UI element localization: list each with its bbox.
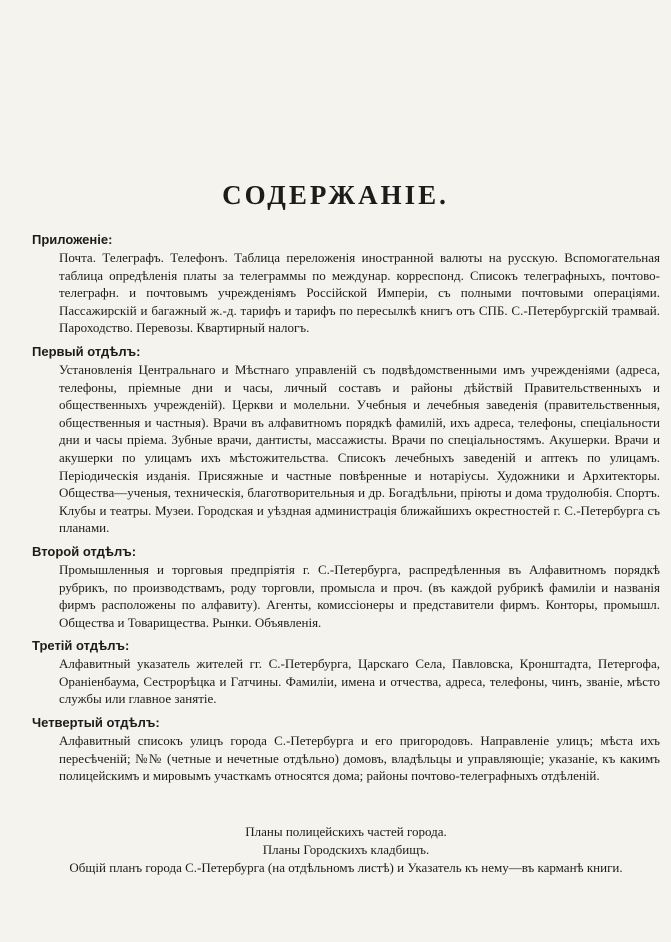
section-heading: Второй отдѣлъ: (32, 543, 137, 559)
section-body: Промышленныя и торговыя предпріятія г. С.-Петербурга, распредѣленныя въ Алфавитномъ порядкѣ рубрикъ, по производствамъ, роду торговли, промысла и проч. (въ каждой рубрикѣ фамиліи и названія фирмъ расположены по алфавиту). Агенты, комиссіонеры и представители фирмъ. Конторы, промышл. Общества и Товарищества. Рынки. Объявленія. (59, 561, 660, 630)
section-body: Почта. Телеграфъ. Телефонъ. Таблица переложенія иностранной валюты на русскую. Вспомогательная таблица опредѣленія платы за телеграммы по междунар. корреспонд. Списокъ телеграфныхъ, почтово-телеграфн. и почтовымъ учрежденіямъ Россійской Имперіи, съ полными почтовыми операціями. Пассажирскій и багажный ж.-д. тарифъ и тарифъ по пересылкѣ книгъ отъ СПБ. С.-Петербургскій трамвай. Пароходство. Перевозы. Квартирный налогъ. (59, 250, 660, 336)
closing-line-cemetery-plans: Планы Городскихъ кладбищъ. (262, 842, 430, 857)
section-first (32, 342, 660, 537)
section-heading: Третій отдѣлъ: (32, 638, 130, 654)
section-heading: Первый отдѣлъ: (32, 343, 141, 359)
section-fourth (32, 713, 660, 785)
section-heading: Приложеніе: (32, 232, 113, 247)
closing-line-general-plan: Общій планъ города С.-Петербурга (на отдѣльномъ листѣ) и Указатель къ нему—въ карманѣ книги. (69, 860, 623, 875)
section-heading: Четвертый отдѣлъ: (32, 715, 160, 731)
closing-line-police-plans: Планы полицейскихъ частей города. (245, 824, 447, 839)
section-third (32, 636, 660, 708)
section-body: Алфавитный указатель жителей гг. С.-Петербурга, Царскаго Села, Павловска, Кронштадта, Петергофа, Ораніенбаума, Сестрорѣцка и Гатчины. Фамиліи, имена и отчества, адреса, телефоны, чинъ, званіе, мѣсто службы или главное занятіе. (59, 656, 660, 707)
contents-sections (32, 230, 660, 790)
page-title: СОДЕРЖАНІЕ. (222, 180, 449, 210)
section-appendix (32, 230, 660, 337)
closing-notes (32, 823, 660, 877)
section-body: Установленія Центральнаго и Мѣстнаго управленій съ подвѣдомственными имъ учрежденіями (адреса, телефоны, пріемные дни и часы, личный составъ и районы дѣйствій Правительственныхъ и общественныхъ учрежденій). Церкви и молельни. Учебныя и лечебныя заведенія (правительственныя, общественныя и частныя). Врачи въ алфавитномъ порядкѣ фамилій, ихъ адреса, телефоны, спеціальности дни и часы пріема. Зубные врачи, дантисты, массажисты. Врачи по спеціальностямъ. Акушерки. Врачи и акушерки по улицамъ ихъ мѣстожительства. Списокъ лечебныхъ заведеній и аптекъ по улицамъ. Періодическія изданія. Присяжные и частные повѣренные и нотаріусы. Художники и Архитекторы. Общества—ученыя, техническія, благотворительныя и др. Богадѣльни, пріюты и дома трудолюбія. Спортъ. Клубы и театры. Музеи. Городская и уѣздная администрація ближайшихъ окрестностей г. С.-Петербурга съ планами. (59, 361, 660, 536)
section-body: Алфавитный списокъ улицъ города С.-Петербурга и его пригородовъ. Направленіе улицъ; мѣста ихъ пересѣченій; №№ (четные и нечетные отдѣльно) домовъ, владѣльцы и управляющіе; указаніе, къ какимъ полицейскимъ и мировымъ участкамъ относятся дома; районы почтово-телеграфныхъ отдѣленій. (59, 733, 660, 784)
section-second (32, 542, 660, 631)
